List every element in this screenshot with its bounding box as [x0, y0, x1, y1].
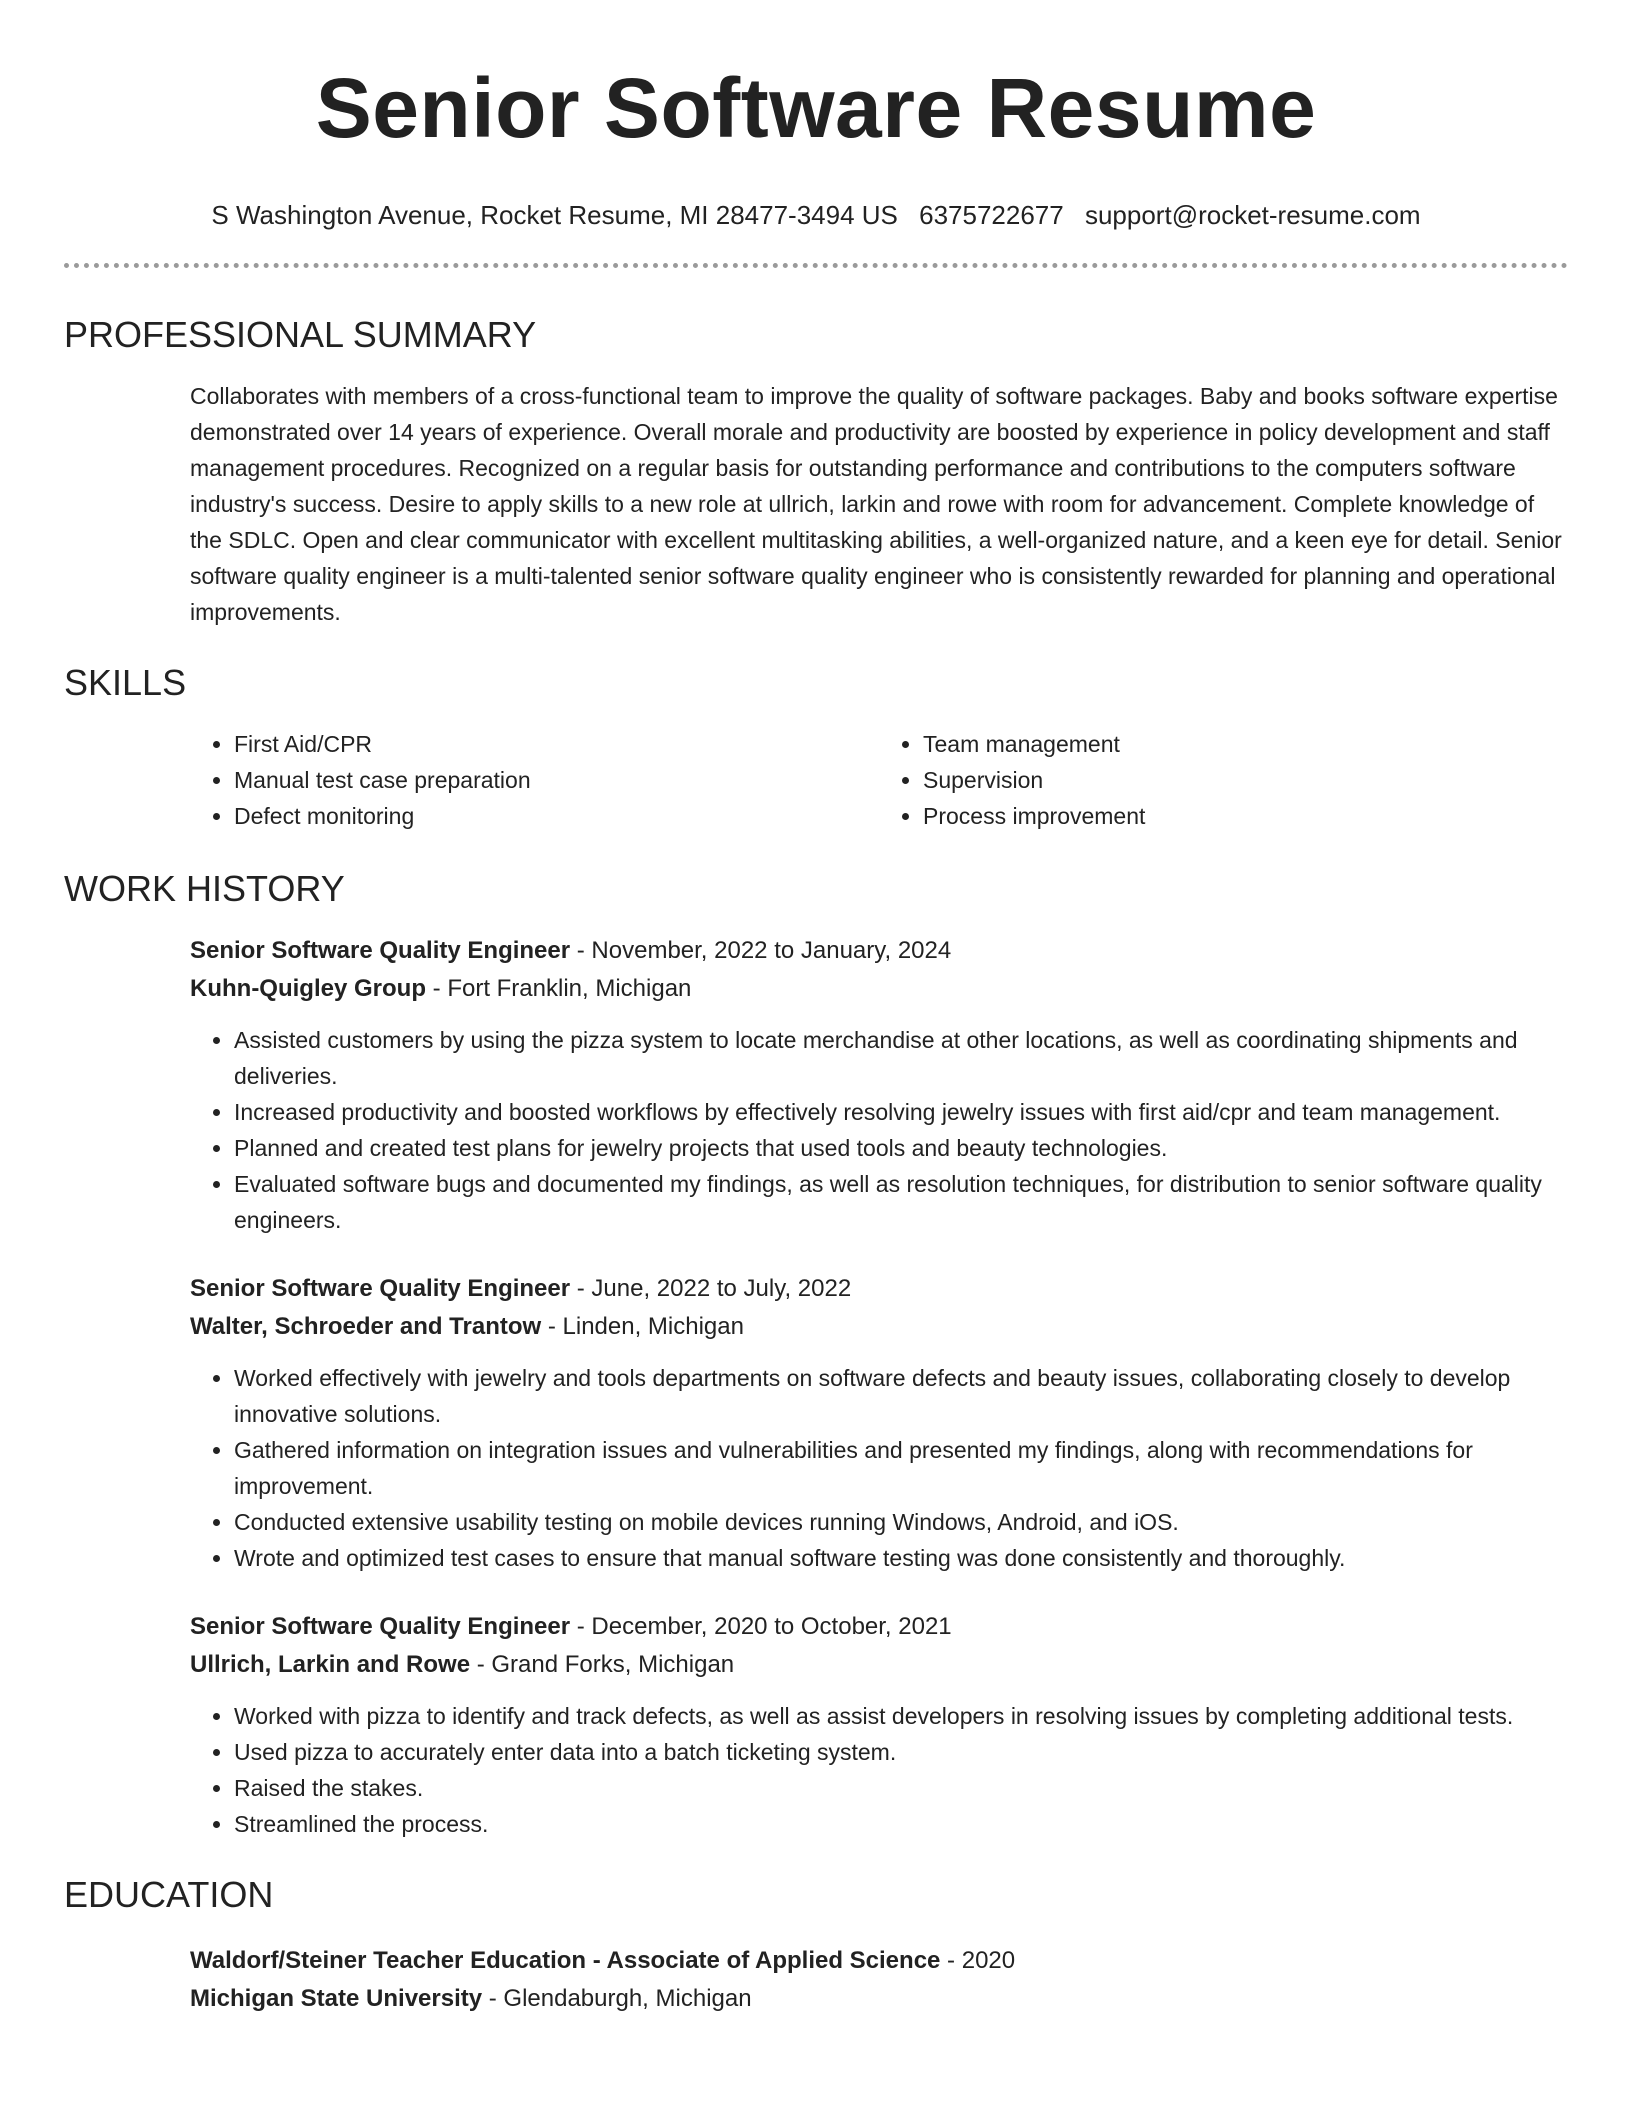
skill-item: • Process improvement	[923, 798, 1568, 834]
job-bullet: • Assisted customers by using the pizza system to locate merchandise at other locations, as well as coordinating shipments and deliveries.	[234, 1022, 1568, 1094]
job-bullet: • Evaluated software bugs and documented my findings, as well as resolution techniques, for distribution to senior software quality engineers.	[234, 1166, 1568, 1238]
job-bullet: • Increased productivity and boosted workflows by effectively resolving jewelry issues with first aid/cpr and team management.	[234, 1094, 1568, 1130]
skill-item: • Defect monitoring	[234, 798, 879, 834]
job-dates: - November, 2022 to January, 2024	[570, 937, 952, 964]
job-bullet: • Streamlined the process.	[234, 1806, 1568, 1842]
contact-address: S Washington Avenue, Rocket Resume, MI 28477-3494 US	[211, 200, 898, 230]
job-bullet: • Used pizza to accurately enter data into a batch ticketing system.	[234, 1734, 1568, 1770]
job-bullet: • Gathered information on integration issues and vulnerabilities and presented my findings, along with recommendations for improvement.	[234, 1432, 1568, 1504]
header-divider	[64, 263, 1568, 268]
job-entry	[190, 1608, 1568, 1842]
job-location: - Fort Franklin, Michigan	[425, 975, 692, 1002]
job-title: Senior Software Quality Engineer	[190, 1613, 571, 1640]
skill-item: • Manual test case preparation	[234, 762, 879, 798]
education-entry	[190, 1942, 1568, 2018]
job-title-line	[190, 932, 1568, 970]
education-heading: EDUCATION	[64, 1874, 274, 1915]
job-location: - Grand Forks, Michigan	[470, 1651, 735, 1678]
contact-phone: 6375722677	[919, 200, 1064, 230]
job-company: Walter, Schroeder and Trantow	[190, 1313, 542, 1340]
skill-item: • Team management	[923, 726, 1568, 762]
job-bullets	[190, 1360, 1568, 1576]
job-bullets	[190, 1022, 1568, 1238]
job-bullet: • Worked effectively with jewelry and tools departments on software defects and beauty issues, collaborating closely to develop innovative solutions.	[234, 1360, 1568, 1432]
contact-line	[64, 198, 1568, 232]
education-school-line	[190, 1980, 1568, 2018]
job-dates: - December, 2020 to October, 2021	[570, 1613, 952, 1640]
job-bullet: • Worked with pizza to identify and track defects, as well as assist developers in resolving issues by completing additional tests.	[234, 1698, 1568, 1734]
work-history-heading: WORK HISTORY	[64, 868, 345, 909]
job-bullets	[190, 1698, 1568, 1842]
education-degree: Waldorf/Steiner Teacher Education - Associate of Applied Science	[190, 1947, 941, 1974]
job-company-line	[190, 1308, 1568, 1346]
skill-item: • First Aid/CPR	[234, 726, 879, 762]
education-degree-line	[190, 1942, 1568, 1980]
resume-title: Senior Software Resume	[315, 61, 1317, 155]
skills-column-right	[879, 726, 1568, 834]
resume-page	[64, 0, 1568, 2018]
job-company-line	[190, 970, 1568, 1008]
education-school: Michigan State University	[190, 1985, 483, 2012]
job-bullet: • Conducted extensive usability testing on mobile devices running Windows, Android, and iOS.	[234, 1504, 1568, 1540]
summary-heading: PROFESSIONAL SUMMARY	[64, 314, 537, 355]
education-year: - 2020	[940, 1947, 1016, 1974]
skills-list	[190, 726, 1568, 834]
job-company-line	[190, 1646, 1568, 1684]
job-entry	[190, 1270, 1568, 1576]
job-bullet: • Wrote and optimized test cases to ensure that manual software testing was done consistently and thoroughly.	[234, 1540, 1568, 1576]
job-location: - Linden, Michigan	[541, 1313, 744, 1340]
skills-heading: SKILLS	[64, 662, 187, 703]
job-company: Ullrich, Larkin and Rowe	[190, 1651, 471, 1678]
job-company: Kuhn-Quigley Group	[190, 975, 426, 1002]
skills-column-left	[190, 726, 879, 834]
job-bullet: • Planned and created test plans for jewelry projects that used tools and beauty technologies.	[234, 1130, 1568, 1166]
skill-item: • Supervision	[923, 762, 1568, 798]
job-bullet: • Raised the stakes.	[234, 1770, 1568, 1806]
job-title: Senior Software Quality Engineer	[190, 937, 571, 964]
job-title: Senior Software Quality Engineer	[190, 1275, 571, 1302]
job-title-line	[190, 1270, 1568, 1308]
job-entry	[190, 932, 1568, 1238]
contact-email: support@rocket-resume.com	[1084, 200, 1421, 230]
job-dates: - June, 2022 to July, 2022	[570, 1275, 852, 1302]
summary-text: Collaborates with members of a cross-functional team to improve the quality of software packages. Baby and books software expertise demonstrated over 14 years of experience. Overall morale and productivity are boosted by experience in policy development and staff management procedures. Recognized on a regular basis for outstanding performance and contributions to the computers software industry's success. Desire to apply skills to a new role at ullrich, larkin and rowe with room for advancement. Complete knowledge of the SDLC. Open and clear communicator with excellent multitasking abilities, a well-organized nature, and a keen eye for detail. Senior software quality engineer is a multi-talented senior software quality engineer who is consistently rewarded for planning and operational improvements.	[190, 383, 1562, 625]
job-title-line	[190, 1608, 1568, 1646]
education-location: - Glendaburgh, Michigan	[482, 1985, 752, 2012]
